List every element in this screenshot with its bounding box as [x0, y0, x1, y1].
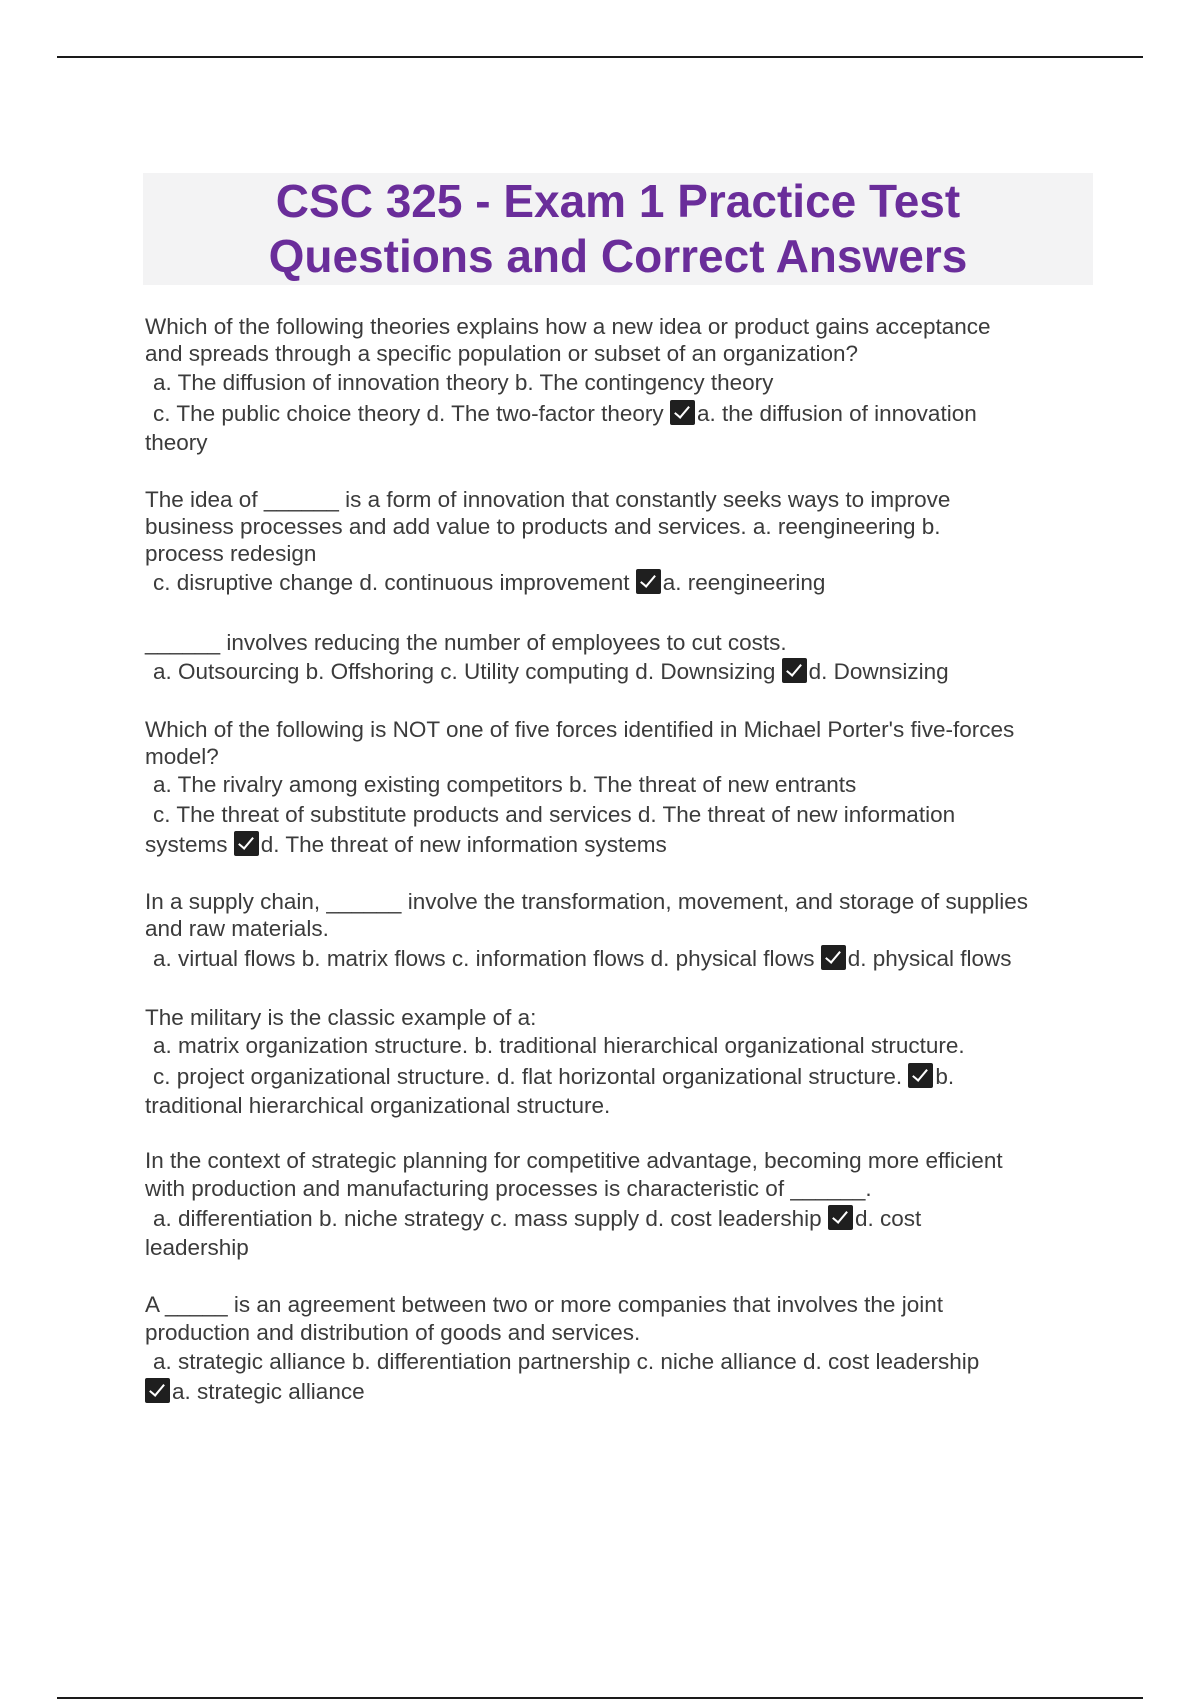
answer-options: a. virtual flows b. matrix flows c. information flows d. physical flows [153, 946, 821, 971]
answer-options: a. strategic alliance b. differentiation partnership c. niche alliance d. cost leadership [153, 1349, 980, 1374]
checkbox-checked-icon [234, 831, 259, 856]
question-text: process redesign [145, 541, 317, 566]
correct-answer: d. Downsizing [808, 659, 949, 684]
question-text: The idea of ______ is a form of innovation that constantly seeks ways to improve [145, 487, 951, 512]
correct-answer: d. cost [854, 1206, 922, 1231]
question-text: ______ involves reducing the number of employees to cut costs. [145, 630, 787, 655]
question-text: Which of the following is NOT one of five forces identified in Michael Porter's five-forces [145, 717, 1015, 742]
answer-options-with-answer [145, 656, 1095, 688]
answer-options: a. The diffusion of innovation theory b. The contingency theory [153, 370, 774, 395]
answer-line [145, 1377, 1095, 1407]
correct-answer: d. The threat of new information systems [260, 832, 667, 857]
answer-options: a. The rivalry among existing competitors b. The threat of new entrants [153, 772, 857, 797]
answer-options: a. Outsourcing b. Offshoring c. Utility computing d. Downsizing [153, 659, 782, 684]
checkbox-checked-icon [908, 1063, 933, 1088]
correct-answer: d. physical flows [847, 946, 1012, 971]
correct-answer-continued: leadership [145, 1235, 249, 1260]
question-text: business processes and add value to products and services. a. reengineering b. [145, 514, 941, 539]
bottom-rule [57, 1697, 1143, 1699]
correct-answer-continued: theory [145, 430, 208, 455]
correct-answer: a. the diffusion of innovation [696, 401, 977, 426]
answer-options: a. differentiation b. niche strategy c. mass supply d. cost leadership [153, 1206, 828, 1231]
answer-options: systems [145, 832, 234, 857]
checkbox-checked-icon [828, 1205, 853, 1230]
question-text: In a supply chain, ______ involve the transformation, movement, and storage of supplies [145, 889, 1029, 914]
answer-options-with-answer [145, 1203, 1095, 1234]
checkbox-checked-icon [782, 658, 807, 683]
question-text: and raw materials. [145, 916, 329, 941]
question-block-5 [145, 888, 1095, 976]
question-block-1 [145, 313, 1095, 456]
checkbox-checked-icon [670, 400, 695, 425]
question-text: In the context of strategic planning for competitive advantage, becoming more efficient [145, 1148, 1003, 1173]
answer-options-with-answer [145, 399, 1095, 429]
question-block-3 [145, 629, 1095, 688]
checkbox-checked-icon [636, 569, 661, 594]
correct-answer-continued: traditional hierarchical organizational structure. [145, 1093, 611, 1118]
question-block-4 [145, 716, 1095, 860]
question-block-7 [145, 1147, 1095, 1261]
answer-options: c. disruptive change d. continuous improvement [153, 570, 636, 595]
answer-options-with-answer [145, 830, 1095, 860]
question-text: Which of the following theories explains how a new idea or product gains acceptance [145, 314, 991, 339]
correct-answer: a. reengineering [662, 570, 826, 595]
answer-options: c. project organizational structure. d. flat horizontal organizational structure. [153, 1064, 909, 1089]
question-text: The military is the classic example of a: [145, 1005, 537, 1030]
checkbox-checked-icon [821, 945, 846, 970]
correct-answer: b. [935, 1064, 955, 1089]
page-title-line-1: CSC 325 - Exam 1 Practice Test [275, 175, 961, 227]
answer-options-with-answer [145, 942, 1095, 976]
question-text: model? [145, 744, 219, 769]
title-band [143, 173, 1093, 285]
question-text: production and distribution of goods and services. [145, 1320, 641, 1345]
top-rule [57, 56, 1143, 58]
correct-answer: a. strategic alliance [172, 1379, 365, 1404]
answer-options: c. The public choice theory d. The two-factor theory [153, 401, 670, 426]
answer-options: a. matrix organization structure. b. traditional hierarchical organizational structure. [153, 1033, 965, 1058]
question-text: A _____ is an agreement between two or more companies that involves the joint [145, 1292, 943, 1317]
checkbox-checked-icon [145, 1378, 170, 1403]
question-block-6 [145, 1004, 1095, 1119]
question-text: with production and manufacturing processes is characteristic of ______. [145, 1176, 872, 1201]
answer-options-with-answer [145, 567, 1095, 599]
question-block-2 [145, 486, 1095, 599]
question-block-8 [145, 1291, 1095, 1407]
page-title-line-2: Questions and Correct Answers [268, 230, 968, 282]
answer-options-with-answer [145, 1061, 1095, 1092]
answer-options: c. The threat of substitute products and services d. The threat of new information [153, 802, 956, 827]
question-text: and spreads through a specific population or subset of an organization? [145, 341, 858, 366]
